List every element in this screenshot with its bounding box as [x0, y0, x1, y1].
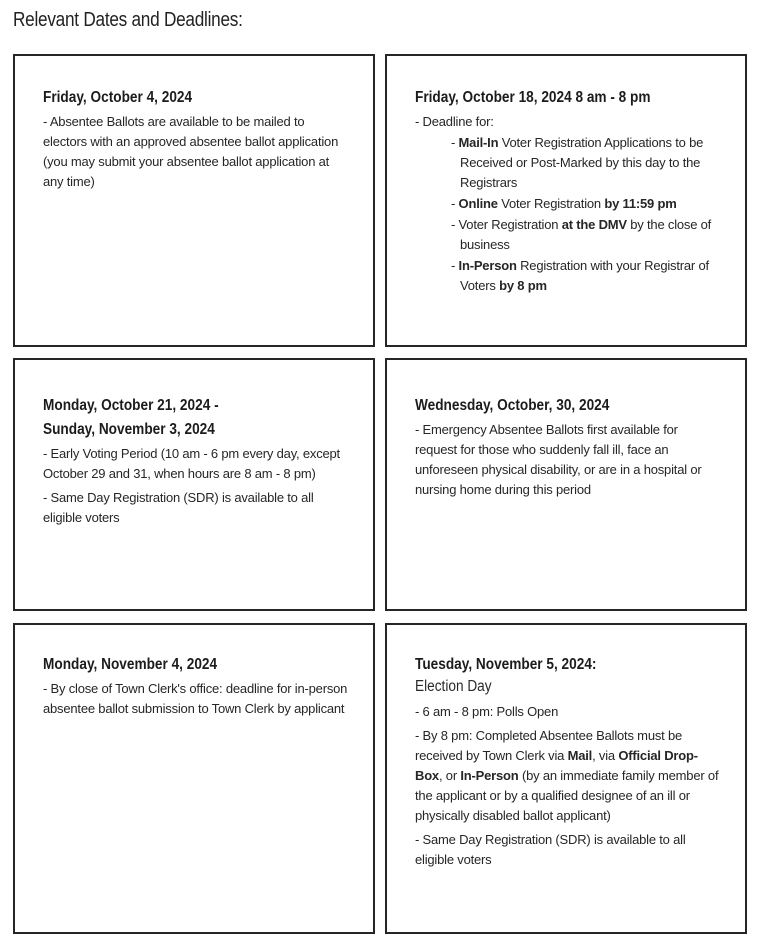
deadline-item: - Early Voting Period (10 am - 6 pm every day, except October 29 and 31, when hours are 8 am - 8 pm) — [43, 446, 340, 481]
date-box-oct-18 — [385, 54, 747, 347]
deadline-item: - Emergency Absentee Ballots first available for request for those who suddenly fall ill, face an unforeseen physical disability, or are in a hospital or nursing home during this period — [415, 422, 702, 497]
date-box-nov-4 — [13, 623, 375, 934]
deadline-subitem-in-person: - In-Person Registration with your Registrar of Voters by 8 pm — [451, 258, 709, 293]
deadline-item: - Same Day Registration (SDR) is available to all eligible voters — [43, 490, 314, 525]
date-title: Friday, October 18, 2024 8 am - 8 pm — [415, 89, 651, 106]
deadline-item: - Same Day Registration (SDR) is available to all eligible voters — [415, 832, 686, 867]
date-box-oct-30 — [385, 358, 747, 611]
date-box-nov-5 — [385, 623, 747, 934]
date-title: Wednesday, October, 30, 2024 — [415, 397, 610, 414]
deadline-item: - By close of Town Clerk's office: deadline for in-person absentee ballot submission to Town Clerk by applicant — [43, 681, 348, 716]
deadline-item: - By 8 pm: Completed Absentee Ballots must be received by Town Clerk via Mail, via Official Drop-Box, or In-Person (by an immediate family member of the applicant or by a qualified designee of an ill or physically disabled ballot applicant) — [415, 728, 719, 823]
deadline-intro: - Deadline for: — [415, 114, 494, 129]
date-box-oct-4 — [13, 54, 375, 347]
date-box-oct-21-nov-3 — [13, 358, 375, 611]
deadline-subitem-dmv: - Voter Registration at the DMV by the close of business — [451, 217, 712, 252]
date-title: Friday, October 4, 2024 — [43, 89, 193, 106]
deadline-item: - 6 am - 8 pm: Polls Open — [415, 704, 559, 719]
deadline-subitem-online: - Online Voter Registration by 11:59 pm — [451, 196, 677, 211]
date-title: Monday, November 4, 2024 — [43, 656, 218, 673]
date-title-line2: Sunday, November 3, 2024 — [43, 421, 215, 438]
date-title: Tuesday, November 5, 2024: — [415, 656, 597, 673]
date-title-line1: Monday, October 21, 2024 - — [43, 397, 219, 414]
deadline-subitem-mail-in: - Mail-In Voter Registration Applications to be Received or Post-Marked by this day to the Registrars — [451, 135, 704, 190]
deadline-sublist — [451, 133, 723, 296]
page-title: Relevant Dates and Deadlines: — [13, 9, 243, 31]
date-subtitle: Election Day — [415, 678, 492, 695]
deadline-item: - Absentee Ballots are available to be mailed to electors with an approved absentee ballot application (you may submit your absentee ballot application at any time) — [43, 114, 339, 189]
